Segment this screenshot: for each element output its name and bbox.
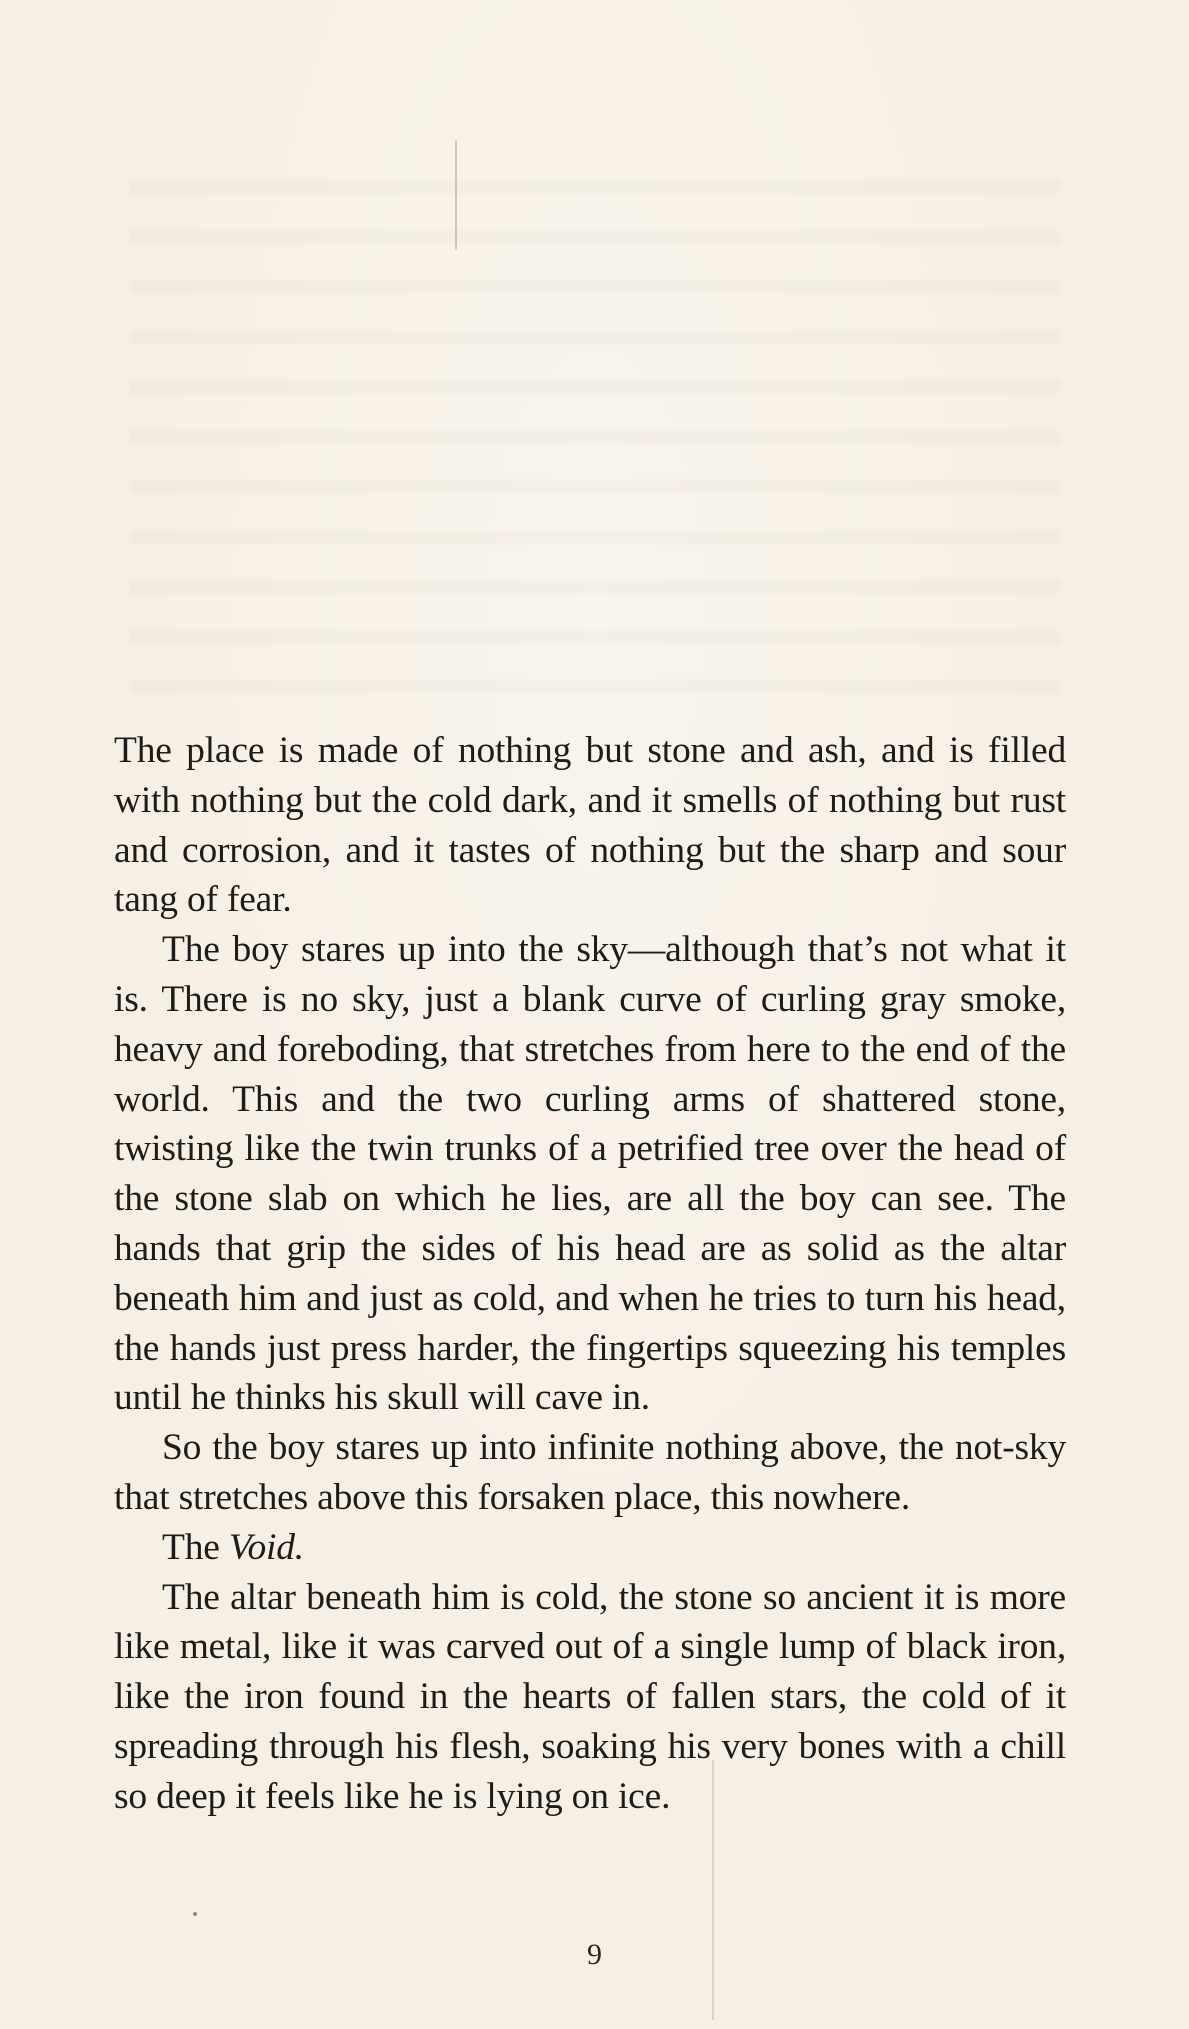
paragraph-3: So the boy stares up into infinite nothing above, the not-sky that stretches above this forsaken place, this nowhere. bbox=[114, 1427, 1066, 1518]
void-emphasis: Void. bbox=[228, 1526, 304, 1568]
paper-speck bbox=[193, 1912, 197, 1916]
page-number: 9 bbox=[587, 1938, 602, 1971]
bleed-through-text bbox=[130, 150, 1060, 710]
paragraph-void bbox=[114, 1523, 1066, 1573]
paragraph-5: The altar beneath him is cold, the stone so ancient it is more like metal, like it was carved out of a single lump of black iron, like the iron found in the hearts of fallen stars, the cold of it spreading through his flesh, soaking his very bones with a chill so deep it feels like he is lying on ice. bbox=[114, 1576, 1066, 1817]
void-lead: The bbox=[162, 1526, 229, 1568]
paragraph-1: The place is made of nothing but stone and ash, and is filled with nothing but the cold dark, and it smells of nothing but rust and corrosion, and it tastes of nothing but the sharp and sour tang of fear. bbox=[114, 730, 1066, 921]
paragraph-2: The boy stares up into the sky—although that’s not what it is. There is no sky, just a blank curve of curling gray smoke, heavy and foreboding, that stretches from here to the end of the world. This and the two curling arms of shattered stone, twisting like the twin trunks of a petrified tree over the head of the stone slab on which he lies, are all the boy can see. The hands that grip the sides of his head are as solid as the altar beneath him and just as cold, and when he tries to turn his head, the hands just press harder, the fingertips squeezing his temples until he thinks his skull will cave in. bbox=[114, 929, 1066, 1419]
body-text bbox=[114, 726, 1066, 1822]
page-crease-top bbox=[455, 140, 457, 250]
